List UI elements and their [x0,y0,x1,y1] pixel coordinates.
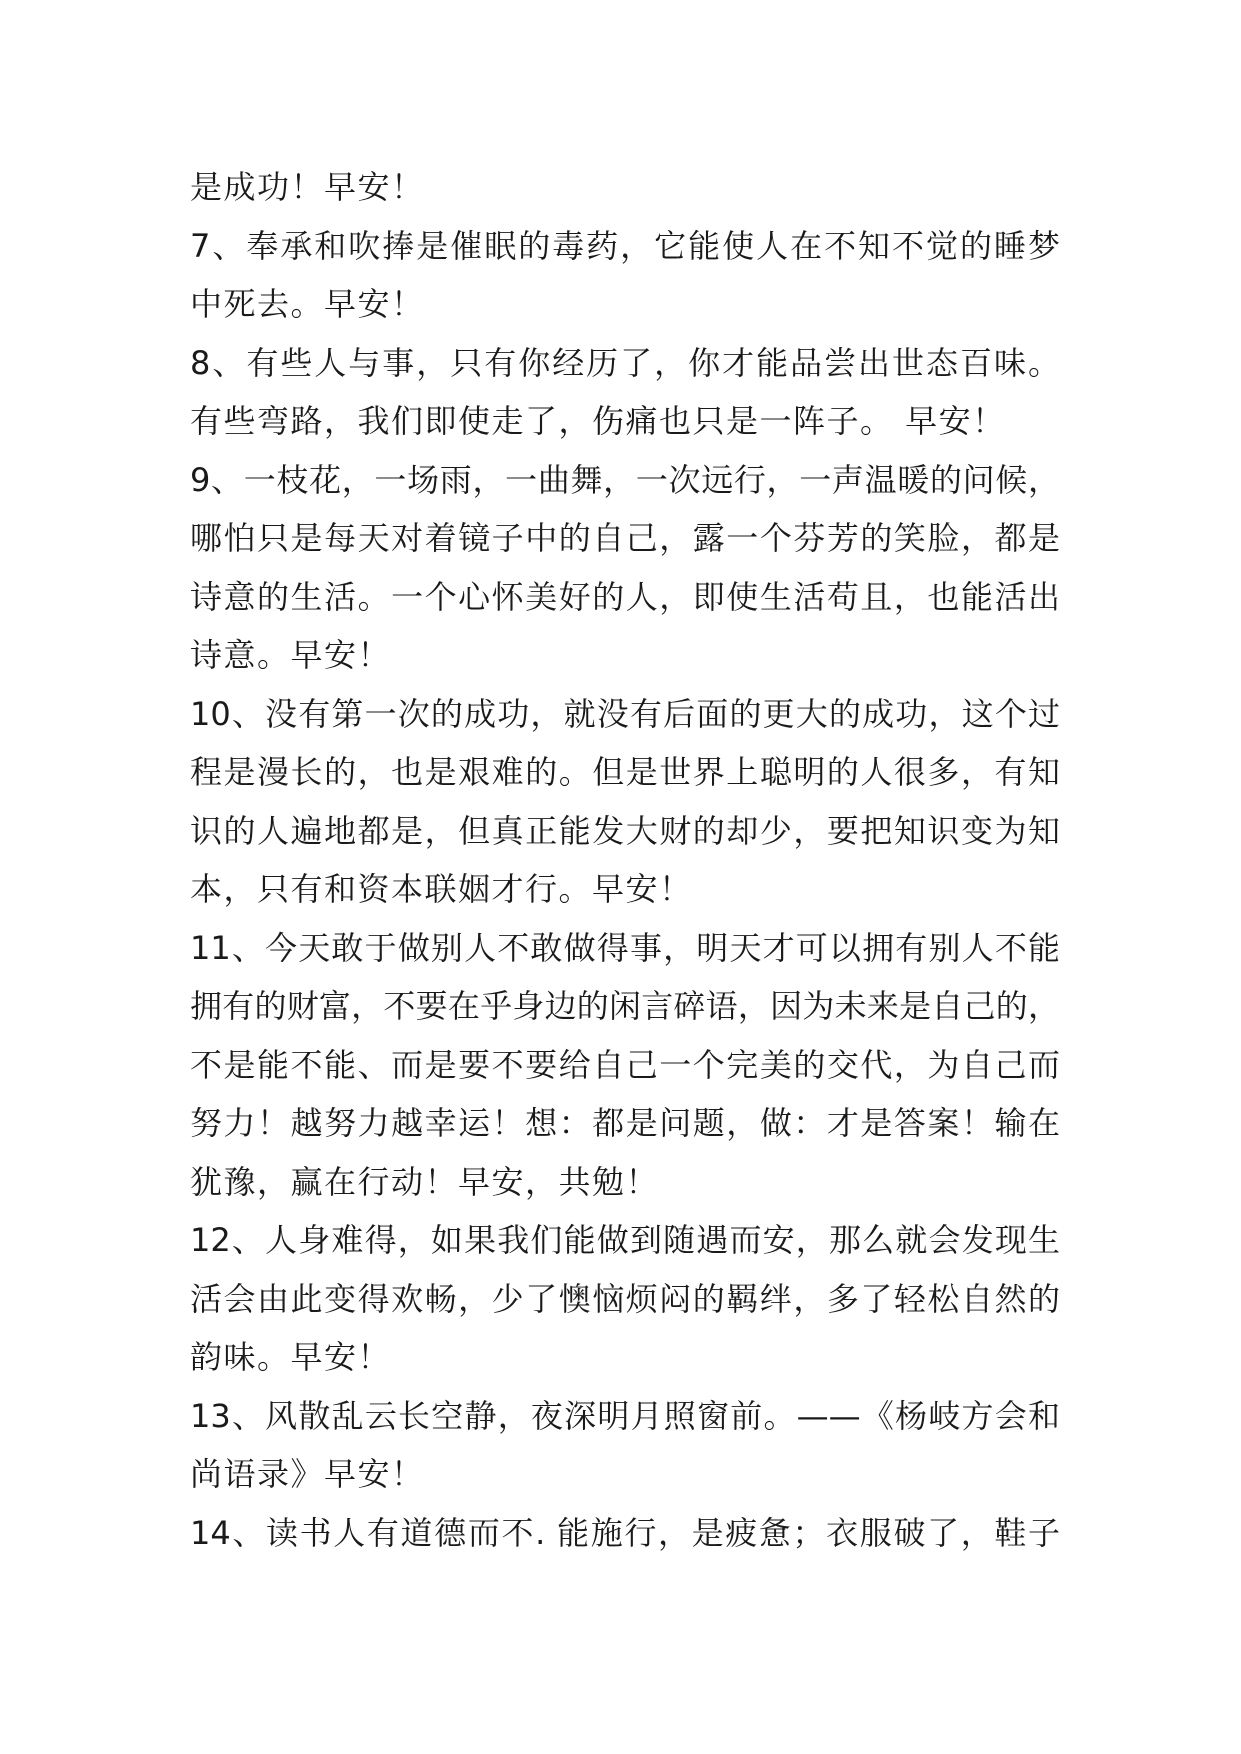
text-line: 犹豫，赢在行动！早安，共勉！ [190,1162,660,1201]
text-line: 努力！越努力越幸运！想：都是问题，做：才是答案！输在 [190,1104,1060,1142]
text-line: 本，只有和资本联姻才行。早安！ [190,870,693,908]
text-line: 11、今天敢于做别人不敢做得事，明天才可以拥有别人不能 [190,928,1060,967]
text-line: 尚语录》早安！ [190,1455,425,1493]
text-line: 诗意的生活。一个心怀美好的人，即使生活苟且，也能活出 [190,577,1060,616]
text-line: 不是能不能、而是要不要给自己一个完美的交代，为自己而 [190,1045,1060,1084]
text-line: 中死去。早安！ [190,285,425,323]
text-line: 诗意。早安！ [190,636,392,674]
text-line: 哪怕只是每天对着镜子中的自己，露一个芬芳的笑脸，都是 [190,519,1060,557]
text-line: 活会由此变得欢畅，少了懊恼烦闷的羁绊，多了轻松自然的 [190,1279,1060,1318]
text-line: 识的人遍地都是，但真正能发大财的却少，要把知识变为知 [190,811,1060,850]
text-line: 12、人身难得，如果我们能做到随遇而安，那么就会发现生 [190,1221,1060,1259]
text-line: 程是漫长的，也是艰难的。但是世界上聪明的人很多，有知 [190,753,1060,791]
text-line: 拥有的财富，不要在乎身边的闲言碎语，因为未来是自己的， [190,987,1060,1025]
text-line: 是成功！早安！ [190,168,425,206]
text-line: 10、没有第一次的成功，就没有后面的更大的成功，这个过 [190,694,1060,733]
text-line: 有些弯路，我们即使走了，伤痛也只是一阵子。 早安！ [190,402,1006,440]
text-line: 8、有些人与事，只有你经历了，你才能品尝出世态百味。 [190,343,1060,382]
document-body [190,158,1060,1562]
text-line: 13、风散乱云长空静，夜深明月照窗前。——《杨岐方会和 [190,1396,1060,1435]
text-line: 14、读书人有道德而不. 能施行，是疲惫；衣服破了，鞋子 [190,1513,1060,1552]
text-line: 7、奉承和吹捧是催眠的毒药，它能使人在不知不觉的睡梦 [190,226,1060,265]
text-line: 9、一枝花，一场雨，一曲舞，一次远行，一声温暖的问候， [190,460,1060,499]
text-line: 韵味。早安！ [190,1338,392,1376]
